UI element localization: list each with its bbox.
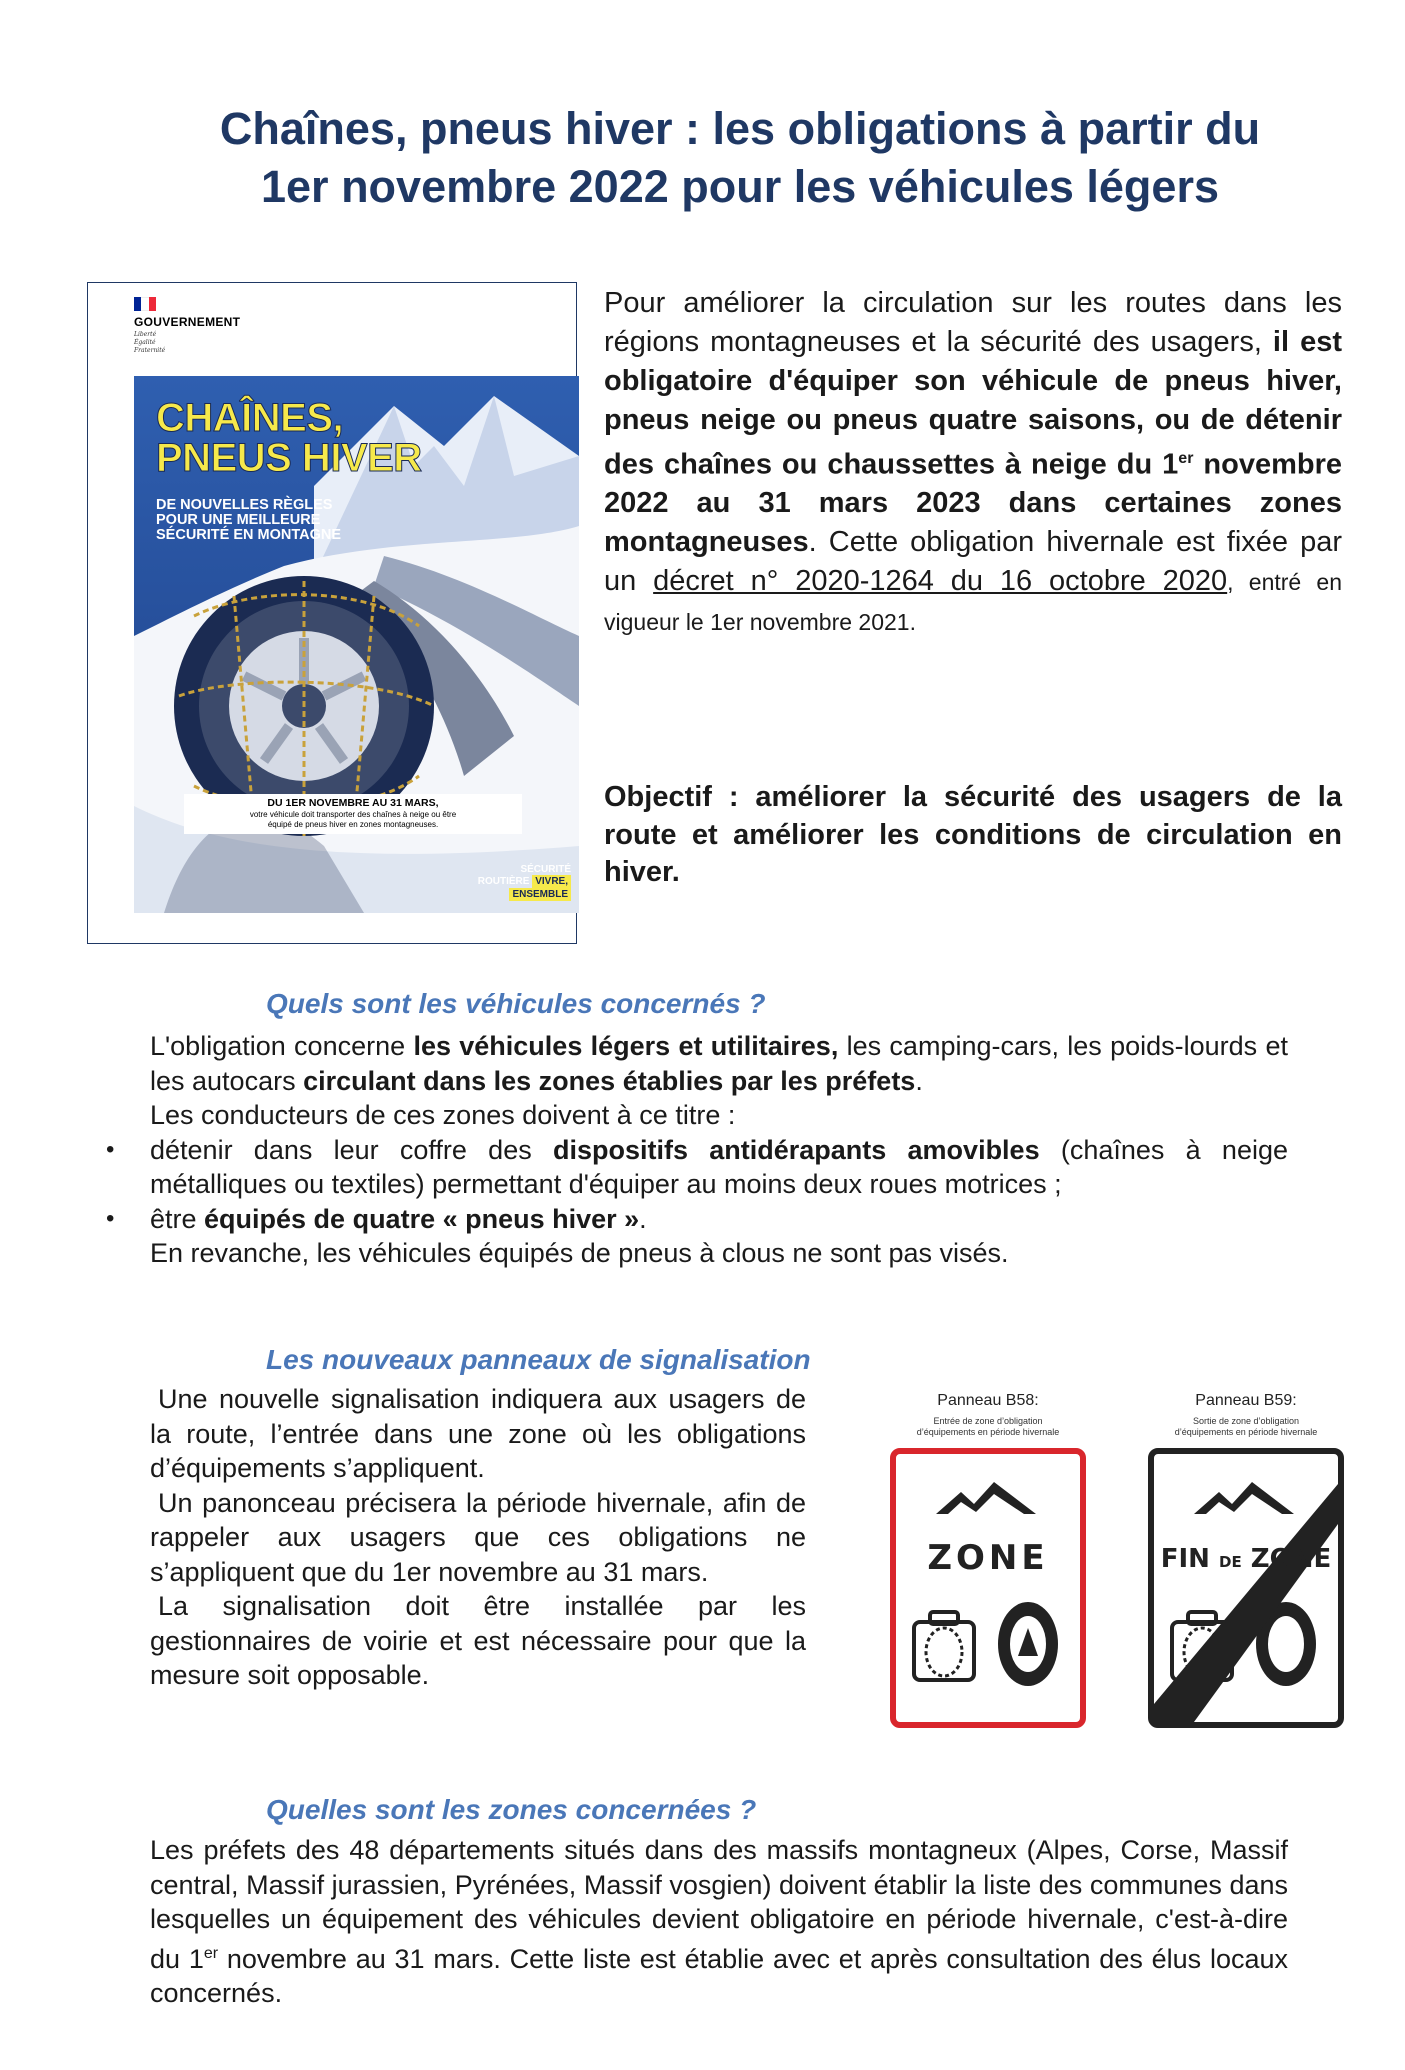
title-line-2: 1er novembre 2022 pour les véhicules légers — [261, 161, 1219, 212]
section-signs-heading: Les nouveaux panneaux de signalisation — [266, 1344, 811, 1375]
exemption-paragraph: En revanche, les véhicules équipés de pneus à clous ne sont pas visés. — [150, 1238, 1009, 1268]
campaign-poster — [87, 282, 577, 944]
sign-b58-text: ZONE — [927, 1538, 1049, 1578]
gov-motto: Liberté Égalité Fraternité — [134, 331, 166, 354]
signs-paragraph-2: Un panonceau précisera la période hivernale, afin de rappeler aux usagers que ces obligations ne s’appliquent que du 1er novembre au 31 mars. — [150, 1487, 806, 1587]
gov-name: GOUVERNEMENT — [134, 315, 241, 329]
obligations-list — [150, 1133, 1288, 1237]
decree-link[interactable]: décret n° 2020-1264 du 16 octobre 2020 — [653, 565, 1228, 597]
poster-headline: CHAÎNES, PNEUS HIVER — [156, 396, 422, 480]
drivers-paragraph: Les conducteurs de ces zones doivent à ce titre : — [150, 1100, 736, 1130]
french-flag-icon — [134, 297, 156, 311]
list-item: • détenir dans leur coffre des dispositifs antidérapants amovibles (chaînes à neige métalliques ou textiles) permettant d'équiper au moins deux roues motrices ; — [150, 1133, 1288, 1202]
page-title — [120, 100, 1360, 216]
zones-paragraph: Les préfets des 48 départements situés dans des massifs montagneux (Alpes, Corse, Massif central, Massif jurassien, Pyrénées, Massif vosgien) doivent établir la liste des communes dans lesquelles un équipement des véhicules devient obligatoire en période hivernale, c'est-à-dire du 1er novembre au 31 mars. Cette liste est établie avec et après consultation des élus locaux concernés. — [150, 1835, 1288, 2008]
sign-b59-pictogram — [1154, 1454, 1338, 1722]
poster-subheadline: DE NOUVELLES RÈGLES POUR UNE MEILLEURE SÉCURITÉ EN MONTAGNE — [156, 497, 342, 543]
government-logo — [134, 297, 240, 355]
sign-b59-end-zone — [1148, 1448, 1344, 1728]
vehicles-paragraph: L'obligation concerne les véhicules légers et utilitaires, les camping-cars, les poids-lourds et les autocars circulant dans les zones établies par les préfets. — [150, 1031, 1288, 1096]
sign-b58-zone — [890, 1448, 1086, 1728]
objective-paragraph: Objectif : améliorer la sécurité des usagers de la route et améliorer les conditions de circulation en hiver. — [604, 781, 1342, 889]
section-zones-heading: Quelles sont les zones concernées ? — [266, 1794, 757, 1825]
section-vehicles-heading: Quels sont les véhicules concernés ? — [266, 988, 766, 1019]
section-vehicles-body — [150, 1029, 1288, 1271]
title-line-1: Chaînes, pneus hiver : les obligations à partir du — [219, 103, 1261, 154]
sign-b58-pictogram — [896, 1454, 1080, 1722]
sign-b59-label: Panneau B59: — [1195, 1392, 1297, 1409]
poster-illustration — [134, 376, 579, 913]
signs-paragraph-3: La signalisation doit être installée par les gestionnaires de voirie et est nécessaire pour que la mesure soit opposable. — [150, 1591, 806, 1690]
sign-b58-label: Panneau B58: — [937, 1392, 1039, 1409]
signs-paragraph-1: Une nouvelle signalisation indiquera aux usagers de la route, l’entrée dans une zone où les obligations d’équipements s’appliquent. — [150, 1384, 806, 1483]
sign-b58-description: Entrée de zone d’obligation d’équipements en période hivernale — [916, 1416, 1060, 1437]
securite-routiere-badge: SÉCURITÉ ROUTIÈRE VIVRE, ENSEMBLE — [477, 864, 571, 900]
sign-b59-description: Sortie de zone d’obligation d’équipements en période hivernale — [1174, 1416, 1318, 1437]
sign-b59-text: FIN DE ZONE — [1160, 1544, 1332, 1574]
list-item: • être équipés de quatre « pneus hiver ». — [150, 1202, 1288, 1237]
poster-date-box: DU 1ER NOVEMBRE AU 31 MARS, votre véhicule doit transporter des chaînes à neige ou être équipé de pneus hiver en zones montagneuses. — [184, 794, 522, 834]
intro-paragraph: Pour améliorer la circulation sur les routes dans les régions montagneuses et la sécurité des usagers, il est obligatoire d'équiper son véhicule de pneus hiver, pneus neige ou pneus quatre saisons, ou de détenir des chaînes ou chaussettes à neige du 1er novembre 2022 au 31 mars 2023 dans certaines zones montagneuses. Cette obligation hivernale est fixée par un décret n° 2020-1264 du 16 octobre 2020, entré en vigueur le 1er novembre 2021. — [604, 287, 1342, 635]
section-signs-body — [150, 1382, 806, 1693]
section-zones-body — [150, 1833, 1288, 2011]
